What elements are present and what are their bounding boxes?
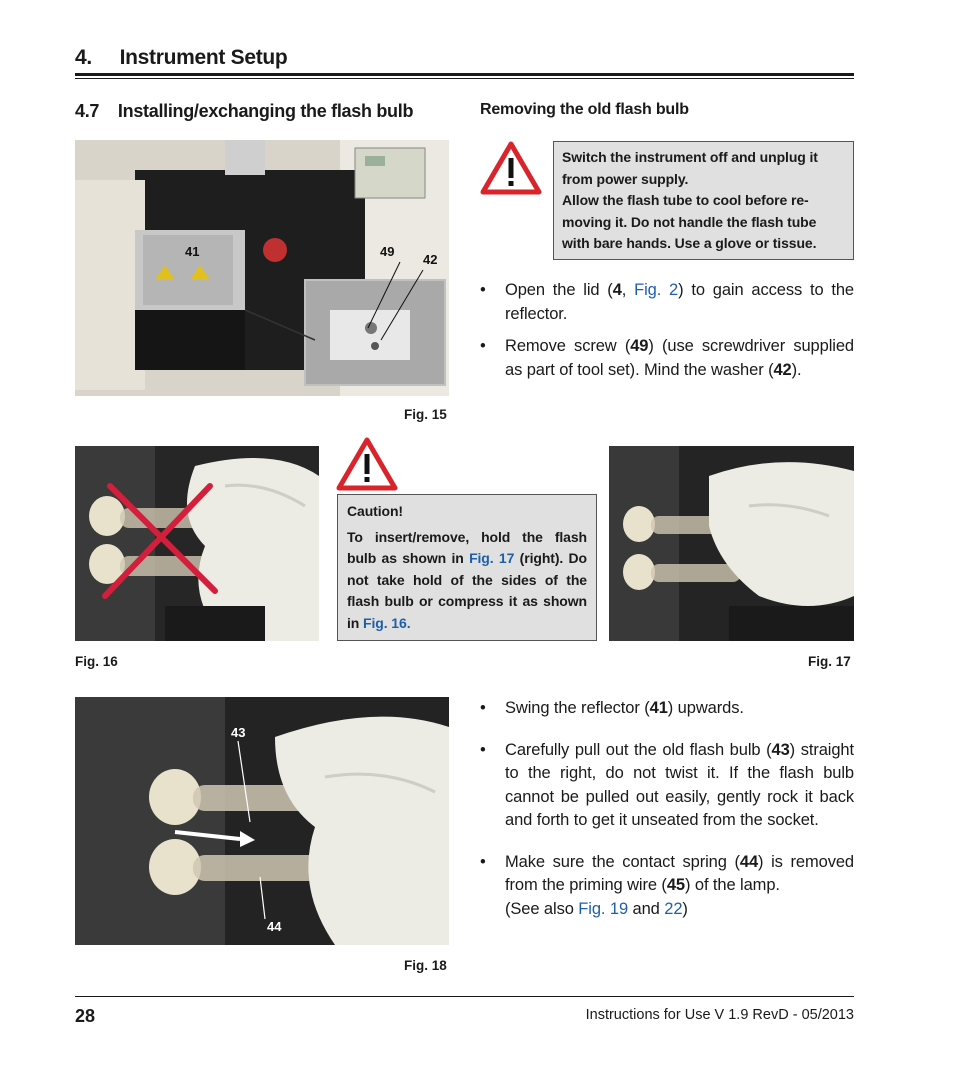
subsection-title: Removing the old flash bulb (480, 101, 689, 118)
section-title: 4.7 Installing/exchanging the flash bulb (75, 101, 414, 121)
header-rule-thick (75, 73, 854, 76)
fig16-caption: Fig. 16 (75, 654, 118, 669)
caution-box (337, 494, 597, 641)
doc-info: Instructions for Use V 1.9 RevD - 05/2013 (585, 1007, 854, 1023)
fig15-label-49: 49 (380, 244, 395, 259)
fig18-label-43: 43 (231, 725, 246, 740)
list-item: • Swing the reflector (41) upwards. (480, 699, 744, 717)
warning-line: from power supply. (562, 170, 689, 187)
caution-title: Caution! (347, 503, 403, 519)
link-fig19[interactable]: Fig. 19 (578, 899, 629, 918)
chapter-title: 4. Instrument Setup (75, 46, 288, 69)
fig17-photo (609, 446, 854, 641)
link-fig17[interactable]: Fig. 17 (469, 550, 515, 566)
link-fig22[interactable]: 22 (664, 899, 683, 918)
header-rule-thin (75, 78, 854, 79)
link-fig16[interactable]: Fig. 16 (363, 614, 407, 631)
fig17-caption: Fig. 17 (808, 654, 851, 669)
list-item: • Remove screw (49) (use screwdriver supplied as part of tool set). Mind the washer (42). (480, 337, 854, 379)
warning-line: with bare hands. Use a glove or tissue. (562, 235, 817, 251)
list-item: • Make sure the contact spring (44) is removed from the priming wire (45) of the lamp. (See also Fig. 19 and 22) (480, 852, 855, 918)
bullets-top (480, 279, 854, 391)
page-number: 28 (75, 1006, 96, 1026)
footer-rule (75, 996, 854, 997)
link-fig2[interactable]: Fig. 2 (634, 281, 679, 299)
bullets-bottom (480, 697, 854, 930)
fig18-photo (75, 697, 449, 945)
list-item: • Open the lid (4, Fig. 2) to gain access to the reflector. (480, 281, 854, 323)
warning-line: Allow the flash tube to cool before re- (562, 192, 809, 208)
warning-line: moving it. Do not handle the flash tube (562, 213, 817, 230)
warning-icon (479, 140, 543, 201)
caution-text: To insert/remove, hold the flash bulb as shown in Fig. 17 (right). Do not take hold of the sides of the flash bulb or compress it as shown in Fig. 16. (347, 528, 588, 631)
caution-icon (335, 436, 399, 497)
fig15-photo (75, 140, 449, 396)
fig16-photo (75, 446, 319, 641)
fig15-label-41: 41 (185, 244, 200, 259)
fig18-caption: Fig. 18 (404, 958, 447, 973)
list-item: • Carefully pull out the old flash bulb (43) straight to the right, do not twist it. If the flash bulb cannot be pulled out easily, gently rock it back and forth to get it unseated from the socket. (480, 740, 854, 829)
fig15-caption: Fig. 15 (404, 407, 447, 422)
fig18-label-44: 44 (267, 919, 282, 934)
warning-line: Switch the instrument off and unplug it (562, 149, 818, 165)
fig15-label-42: 42 (423, 252, 438, 267)
warning-box-power (553, 141, 854, 260)
